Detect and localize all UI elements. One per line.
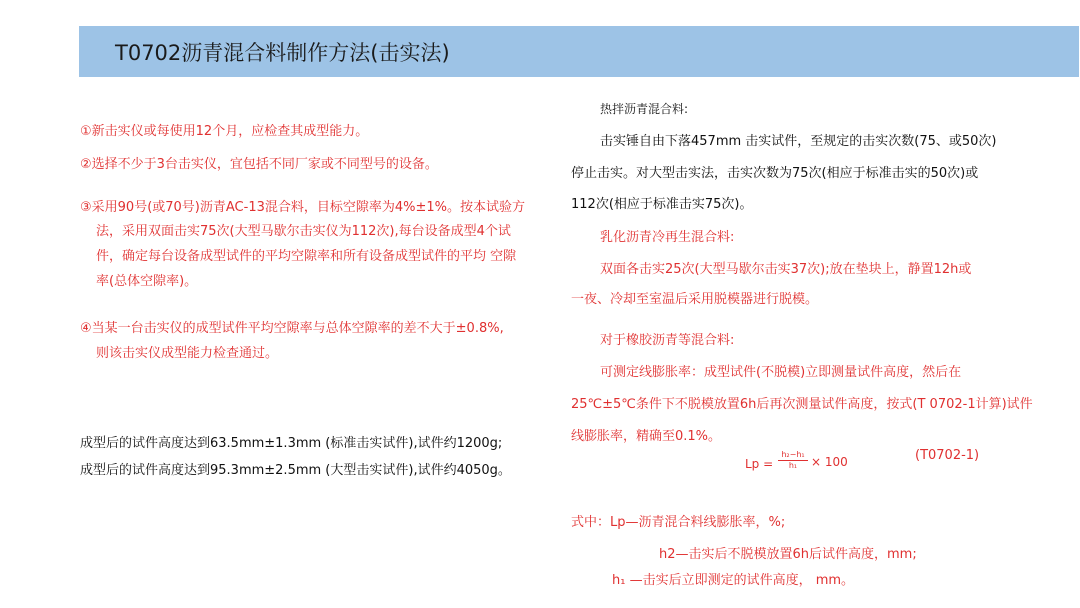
formula-fraction	[778, 450, 808, 471]
where-line-1: 式中：Lp—沥青混合料线膨胀率，%;	[571, 515, 786, 530]
item-2: ②选择不少于3台击实仪，宜包括不同厂家或不同型号的设备。	[80, 157, 438, 172]
item-3-line-2: 法，采用双面击实75次(大型马歇尔击实仪为112次),每台设备成型4个试	[96, 224, 511, 239]
formula-numerator: h₂−h₁	[778, 450, 808, 461]
item-4-line-2: 则该击实仪成型能力检查通过。	[96, 346, 279, 361]
formula-denominator: h₁	[788, 461, 798, 470]
item-3-line-4: 率(总体空隙率)。	[96, 274, 198, 289]
where-line-2: h2—击实后不脱模放置6h后试件高度，mm;	[659, 547, 917, 562]
rubber-line-3: 线膨胀率，精确至0.1%。	[571, 429, 722, 444]
emulsion-line-2: 一夜、冷却至室温后采用脱模器进行脱模。	[571, 292, 819, 307]
formula-lhs: Lp =	[745, 457, 774, 471]
hot-mix-line-2: 停止击实。对大型击实法，击实次数为75次(相应于标准击实的50次)或	[571, 166, 979, 181]
page-title: T0702沥青混合料制作方法(击实法)	[115, 41, 450, 65]
height-line-1: 成型后的试件高度达到63.5mm±1.3mm (标准击实试件),试件约1200g;	[80, 436, 503, 451]
where-line-3: h₁ —击实后立即测定的试件高度， mm。	[612, 573, 855, 588]
rubber-line-2: 25℃±5℃条件下不脱模放置6h后再次测量试件高度，按式(T 0702-1计算)试件	[571, 397, 1033, 412]
title-bar	[79, 26, 1079, 77]
item-3-line-1: ③采用90号(或70号)沥青AC-13混合料，目标空隙率为4%±1%。按本试验方	[80, 200, 525, 215]
item-3-line-3: 件，确定每台设备成型试件的平均空隙率和所有设备成型试件的平均 空隙	[96, 249, 517, 264]
hot-mix-title: 热拌沥青混合料:	[600, 102, 689, 116]
rubber-title: 对于橡胶沥青等混合料:	[600, 333, 735, 348]
hot-mix-line-1: 击实锤自由下落457mm 击实试件，至规定的击实次数(75、或50次)	[600, 134, 997, 149]
emulsion-line-1: 双面各击实25次(大型马歇尔击实37次);放在垫块上，静置12h或	[600, 262, 972, 277]
hot-mix-line-3: 112次(相应于标准击实75次)。	[571, 197, 753, 212]
item-4-line-1: ④当某一台击实仪的成型试件平均空隙率与总体空隙率的差不大于±0.8%,	[80, 321, 504, 336]
height-line-2: 成型后的试件高度达到95.3mm±2.5mm (大型击实试件),试件约4050g。	[80, 463, 511, 478]
rubber-line-1: 可测定线膨胀率：成型试件(不脱模)立即测量试件高度，然后在	[600, 365, 962, 380]
formula-label: (T0702-1)	[915, 448, 980, 463]
formula-rhs: × 100	[811, 455, 848, 469]
emulsion-title: 乳化沥青冷再生混合料:	[600, 230, 735, 245]
item-1: ①新击实仪或每使用12个月，应检查其成型能力。	[80, 124, 369, 139]
